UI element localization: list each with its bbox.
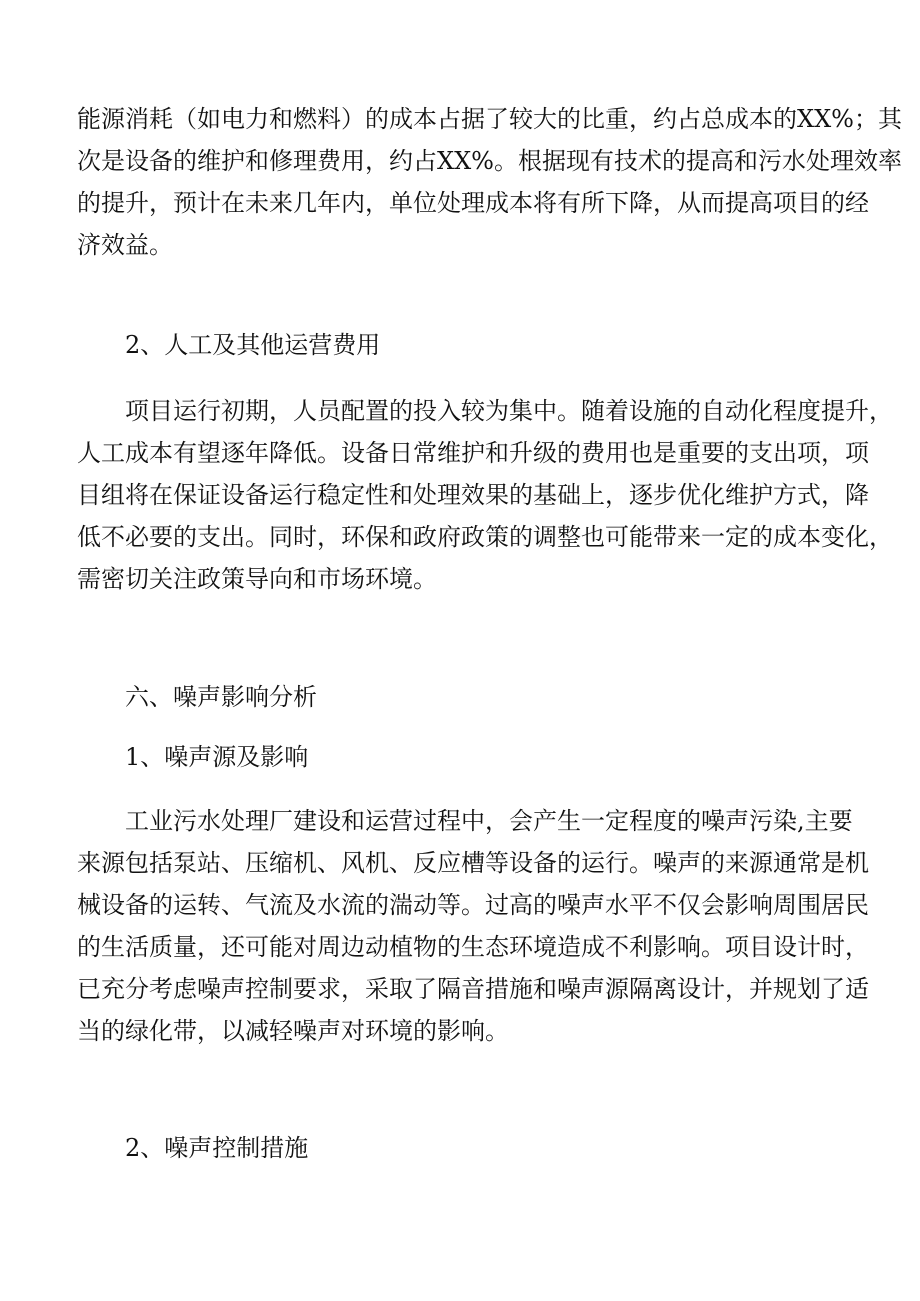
section-heading-noise-control: 2、噪声控制措施 xyxy=(125,1134,309,1162)
text-line: 当的绿化带，以减轻噪声对环境的影响。 xyxy=(77,1017,509,1045)
text-line: 工业污水处理厂建设和运营过程中，会产生一定程度的噪声污染,主要 xyxy=(125,807,853,835)
text-line: 人工成本有望逐年降低。设备日常维护和升级的费用也是重要的支出项，项 xyxy=(77,439,869,467)
section-heading-labor-costs: 2、人工及其他运营费用 xyxy=(125,331,381,359)
text-line: 目组将在保证设备运行稳定性和处理效果的基础上，逐步优化维护方式，降 xyxy=(77,481,869,509)
section-heading-noise-analysis: 六、噪声影响分析 xyxy=(125,683,317,711)
text-line: 的生活质量，还可能对周边动植物的生态环境造成不利影响。项目设计时， xyxy=(77,933,869,961)
text-line: 械设备的运转、气流及水流的湍动等。过高的噪声水平不仅会影响周围居民 xyxy=(77,891,869,919)
text-line: 需密切关注政策导向和市场环境。 xyxy=(77,565,437,593)
text-line: 能源消耗（如电力和燃料）的成本占据了较大的比重，约占总成本的XX%；其 xyxy=(77,105,902,133)
text-line: 低不必要的支出。同时，环保和政府政策的调整也可能带来一定的成本变化， xyxy=(77,523,893,551)
section-heading-noise-source: 1、噪声源及影响 xyxy=(125,743,309,771)
text-line: 的提升，预计在未来几年内，单位处理成本将有所下降，从而提高项目的经 xyxy=(77,189,869,217)
text-line: 次是设备的维护和修理费用，约占XX%。根据现有技术的提高和污水处理效率 xyxy=(77,147,902,175)
text-line: 已充分考虑噪声控制要求，采取了隔音措施和噪声源隔离设计，并规划了适 xyxy=(77,975,869,1003)
text-line: 来源包括泵站、压缩机、风机、反应槽等设备的运行。噪声的来源通常是机 xyxy=(77,849,869,877)
paragraph-operating-costs xyxy=(77,98,902,266)
text-line: 济效益。 xyxy=(77,231,173,259)
paragraph-noise-source xyxy=(77,800,869,1052)
text-line: 项目运行初期，人员配置的投入较为集中。随着设施的自动化程度提升， xyxy=(125,397,893,425)
paragraph-labor-costs xyxy=(77,390,893,600)
